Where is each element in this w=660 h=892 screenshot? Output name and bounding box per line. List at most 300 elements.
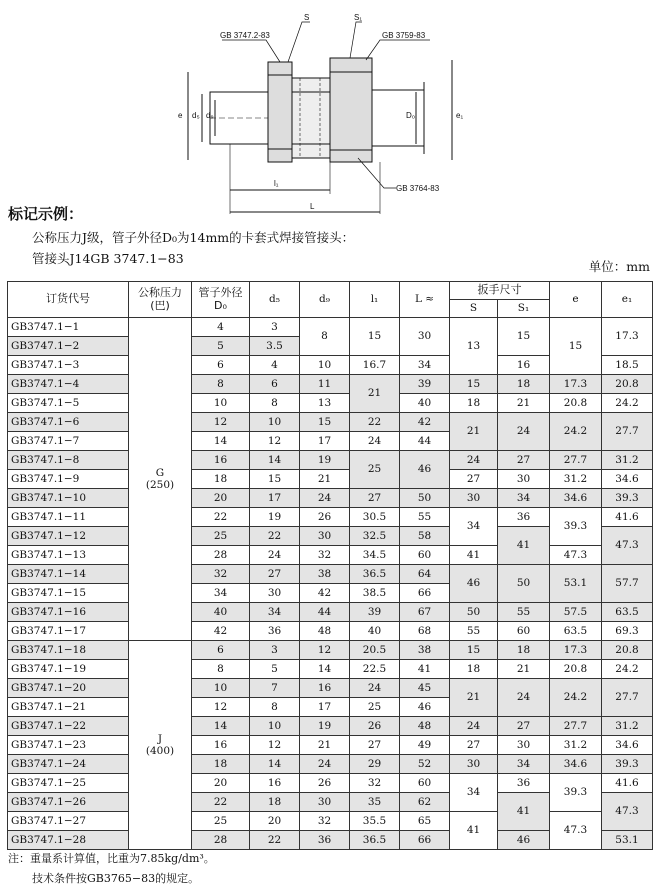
cell-d5: 4 <box>250 356 300 375</box>
cell-e1: 17.3 <box>602 318 653 356</box>
header-pressure: 公称压力 (巴) <box>129 282 192 318</box>
cell-code: GB3747.1−19 <box>8 660 129 679</box>
cell-l: 55 <box>400 508 450 527</box>
cell-d9: 24 <box>300 755 350 774</box>
cell-d0: 12 <box>192 413 250 432</box>
cell-d9: 21 <box>300 736 350 755</box>
cell-s1: 34 <box>498 489 550 508</box>
cell-l: 30 <box>400 318 450 356</box>
cell-pressure-group <box>129 318 192 641</box>
cell-s: 13 <box>450 318 498 375</box>
cell-e: 47.3 <box>550 546 602 565</box>
cell-d5: 14 <box>250 451 300 470</box>
cell-l: 39 <box>400 375 450 394</box>
cell-d5: 8 <box>250 394 300 413</box>
cell-s: 24 <box>450 717 498 736</box>
cell-l1: 35.5 <box>350 812 400 831</box>
cell-e1: 31.2 <box>602 717 653 736</box>
cell-s: 41 <box>450 546 498 565</box>
cell-l: 34 <box>400 356 450 375</box>
cell-l: 45 <box>400 679 450 698</box>
cell-s: 27 <box>450 736 498 755</box>
header-od: 管子外径 D₀ <box>192 282 250 318</box>
label-d9: d₉ <box>206 111 214 120</box>
cell-l: 60 <box>400 546 450 565</box>
table-row <box>8 546 653 565</box>
header-wrench: 扳手尺寸 <box>450 282 550 300</box>
cell-d9: 36 <box>300 831 350 850</box>
cell-d9: 19 <box>300 717 350 736</box>
cell-l1: 22.5 <box>350 660 400 679</box>
cell-code: GB3747.1−25 <box>8 774 129 793</box>
cell-l: 50 <box>400 489 450 508</box>
cell-l1: 16.7 <box>350 356 400 375</box>
cell-d0: 25 <box>192 527 250 546</box>
cell-l1: 27 <box>350 489 400 508</box>
cell-d0: 16 <box>192 451 250 470</box>
cell-l1: 40 <box>350 622 400 641</box>
cell-d9: 13 <box>300 394 350 413</box>
cell-code: GB3747.1−8 <box>8 451 129 470</box>
cell-s: 18 <box>450 660 498 679</box>
cell-s1: 24 <box>498 413 550 451</box>
cell-d9: 26 <box>300 774 350 793</box>
cell-e1: 47.3 <box>602 793 653 831</box>
cell-d9: 17 <box>300 432 350 451</box>
cell-code: GB3747.1−7 <box>8 432 129 451</box>
cell-e1: 41.6 <box>602 508 653 527</box>
cell-s: 34 <box>450 774 498 812</box>
cell-d0: 22 <box>192 793 250 812</box>
cell-l: 40 <box>400 394 450 413</box>
cell-d5: 6 <box>250 375 300 394</box>
table-row <box>8 679 653 698</box>
pressure-value: (250) <box>145 479 175 491</box>
label-s: S <box>304 13 310 22</box>
cell-pressure-group <box>129 641 192 850</box>
cell-d0: 28 <box>192 546 250 565</box>
note-1: 注：重量系计算值，比重为7.85kg/dm³。 <box>8 852 215 865</box>
cell-s1: 21 <box>498 394 550 413</box>
cell-e: 15 <box>550 318 602 375</box>
label-s1: S₁ <box>354 13 363 22</box>
cell-d0: 20 <box>192 774 250 793</box>
cell-l1: 20.5 <box>350 641 400 660</box>
cell-s: 30 <box>450 489 498 508</box>
cell-s1: 18 <box>498 641 550 660</box>
cell-code: GB3747.1−2 <box>8 337 129 356</box>
cell-d5: 10 <box>250 717 300 736</box>
cell-s1: 50 <box>498 565 550 603</box>
cell-l1: 15 <box>350 318 400 356</box>
cell-l: 58 <box>400 527 450 546</box>
cell-s1: 16 <box>498 356 550 375</box>
cell-code: GB3747.1−15 <box>8 584 129 603</box>
cell-d5: 27 <box>250 565 300 584</box>
header-d5: d₅ <box>250 282 300 318</box>
cell-l1: 35 <box>350 793 400 812</box>
cell-code: GB3747.1−16 <box>8 603 129 622</box>
cell-code: GB3747.1−24 <box>8 755 129 774</box>
example-title: 标记示例： <box>8 205 84 223</box>
note-2: 技术条件按GB3765−83的规定。 <box>32 872 200 885</box>
cell-d5: 22 <box>250 527 300 546</box>
cell-s: 15 <box>450 641 498 660</box>
cell-d0: 32 <box>192 565 250 584</box>
cell-l1: 36.5 <box>350 831 400 850</box>
cell-e: 63.5 <box>550 622 602 641</box>
table-row <box>8 736 653 755</box>
cell-e1: 27.7 <box>602 413 653 451</box>
cell-l: 48 <box>400 717 450 736</box>
spec-table <box>7 281 653 850</box>
cell-d5: 8 <box>250 698 300 717</box>
cell-d9: 19 <box>300 451 350 470</box>
cell-d9: 14 <box>300 660 350 679</box>
cell-d9: 11 <box>300 375 350 394</box>
pressure-grade: J <box>157 732 163 745</box>
cell-s1: 46 <box>498 831 550 850</box>
cell-e1: 47.3 <box>602 527 653 565</box>
cell-l1: 32 <box>350 774 400 793</box>
cell-d5: 7 <box>250 679 300 698</box>
cell-s1: 60 <box>498 622 550 641</box>
cell-e1: 57.7 <box>602 565 653 603</box>
cell-l1: 38.5 <box>350 584 400 603</box>
cell-code: GB3747.1−1 <box>8 318 129 337</box>
cell-d0: 20 <box>192 489 250 508</box>
header-code: 订货代号 <box>8 282 129 318</box>
cell-l1: 25 <box>350 698 400 717</box>
header-e: e <box>550 282 602 318</box>
cell-s1: 41 <box>498 793 550 831</box>
cell-l: 67 <box>400 603 450 622</box>
cell-d5: 19 <box>250 508 300 527</box>
header-d9: d₉ <box>300 282 350 318</box>
cell-s: 41 <box>450 812 498 850</box>
label-e1: e₁ <box>456 111 464 120</box>
cell-d0: 25 <box>192 812 250 831</box>
cell-d9: 32 <box>300 812 350 831</box>
cell-s1: 34 <box>498 755 550 774</box>
cell-e1: 53.1 <box>602 831 653 850</box>
cell-d5: 30 <box>250 584 300 603</box>
cell-l1: 27 <box>350 736 400 755</box>
cell-d5: 34 <box>250 603 300 622</box>
cell-d0: 14 <box>192 432 250 451</box>
cell-e1: 41.6 <box>602 774 653 793</box>
cell-e: 47.3 <box>550 812 602 850</box>
cell-s: 15 <box>450 375 498 394</box>
cell-e1: 31.2 <box>602 451 653 470</box>
unit-label: 单位：mm <box>588 259 650 274</box>
cell-e1: 20.8 <box>602 375 653 394</box>
cell-d5: 17 <box>250 489 300 508</box>
left-nut <box>268 62 292 162</box>
cell-l1: 21 <box>350 375 400 413</box>
cell-e1: 24.2 <box>602 660 653 679</box>
cell-d9: 17 <box>300 698 350 717</box>
cell-s1: 27 <box>498 717 550 736</box>
cell-l: 44 <box>400 432 450 451</box>
std-right-label: GB 3759-83 <box>382 31 426 40</box>
cell-s1: 41 <box>498 527 550 565</box>
table-row <box>8 622 653 641</box>
cell-e1: 27.7 <box>602 679 653 717</box>
cell-code: GB3747.1−26 <box>8 793 129 812</box>
header-S1: S₁ <box>498 300 550 318</box>
cell-l: 66 <box>400 831 450 850</box>
cell-l: 66 <box>400 584 450 603</box>
cell-code: GB3747.1−4 <box>8 375 129 394</box>
cell-d0: 12 <box>192 698 250 717</box>
cell-d9: 32 <box>300 546 350 565</box>
table-row <box>8 489 653 508</box>
cell-l1: 22 <box>350 413 400 432</box>
right-nut <box>330 58 372 162</box>
std-bottom-label: GB 3764-83 <box>396 184 440 193</box>
header-l1: l₁ <box>350 282 400 318</box>
cell-d9: 24 <box>300 489 350 508</box>
cell-d5: 3 <box>250 318 300 337</box>
cell-e1: 24.2 <box>602 394 653 413</box>
cell-l: 52 <box>400 755 450 774</box>
cell-d9: 26 <box>300 508 350 527</box>
example-description: 公称压力J级，管子外径D₀为14mm的卡套式焊接管接头： <box>32 230 355 245</box>
cell-d5: 3.5 <box>250 337 300 356</box>
cell-d9: 21 <box>300 470 350 489</box>
cell-s1: 55 <box>498 603 550 622</box>
cell-d9: 12 <box>300 641 350 660</box>
fitting-drawing <box>170 0 470 215</box>
cell-e: 31.2 <box>550 470 602 489</box>
cell-code: GB3747.1−17 <box>8 622 129 641</box>
cell-s1: 21 <box>498 660 550 679</box>
cell-s: 50 <box>450 603 498 622</box>
cell-l: 46 <box>400 451 450 489</box>
cell-d0: 16 <box>192 736 250 755</box>
cell-s1: 18 <box>498 375 550 394</box>
cell-e: 34.6 <box>550 755 602 774</box>
cell-e: 57.5 <box>550 603 602 622</box>
cell-l1: 34.5 <box>350 546 400 565</box>
label-D0: D₀ <box>406 111 416 120</box>
cell-e1: 20.8 <box>602 641 653 660</box>
cell-l: 60 <box>400 774 450 793</box>
cell-code: GB3747.1−12 <box>8 527 129 546</box>
cell-s1: 30 <box>498 470 550 489</box>
cell-l: 62 <box>400 793 450 812</box>
cell-e: 24.2 <box>550 413 602 451</box>
cell-e: 20.8 <box>550 660 602 679</box>
cell-l1: 24 <box>350 679 400 698</box>
cell-d0: 5 <box>192 337 250 356</box>
cell-s1: 27 <box>498 451 550 470</box>
cell-d0: 18 <box>192 755 250 774</box>
cell-e1: 63.5 <box>602 603 653 622</box>
table-row <box>8 508 653 527</box>
cell-d5: 15 <box>250 470 300 489</box>
cell-e: 24.2 <box>550 679 602 717</box>
table-row <box>8 470 653 489</box>
cell-l1: 29 <box>350 755 400 774</box>
cell-d5: 36 <box>250 622 300 641</box>
notes <box>8 849 215 889</box>
cell-e1: 39.3 <box>602 755 653 774</box>
cell-d0: 10 <box>192 679 250 698</box>
cell-code: GB3747.1−27 <box>8 812 129 831</box>
pressure-value: (400) <box>145 745 175 757</box>
table-row <box>8 774 653 793</box>
cell-d5: 22 <box>250 831 300 850</box>
table-row <box>8 451 653 470</box>
cell-d0: 34 <box>192 584 250 603</box>
cell-l: 41 <box>400 660 450 679</box>
cell-d5: 24 <box>250 546 300 565</box>
cell-d5: 16 <box>250 774 300 793</box>
label-l1: l₁ <box>274 179 279 188</box>
cell-code: GB3747.1−21 <box>8 698 129 717</box>
cell-s: 18 <box>450 394 498 413</box>
cell-l: 65 <box>400 812 450 831</box>
cell-e: 39.3 <box>550 508 602 546</box>
table-row <box>8 717 653 736</box>
cell-s: 46 <box>450 565 498 603</box>
table-row <box>8 812 653 831</box>
cell-l: 68 <box>400 622 450 641</box>
std-left-label: GB 3747.2-83 <box>220 31 270 40</box>
cell-code: GB3747.1−11 <box>8 508 129 527</box>
cell-l1: 24 <box>350 432 400 451</box>
table-row <box>8 565 653 584</box>
cell-code: GB3747.1−20 <box>8 679 129 698</box>
cell-l1: 26 <box>350 717 400 736</box>
cell-d0: 6 <box>192 356 250 375</box>
cell-e: 17.3 <box>550 375 602 394</box>
cell-l1: 39 <box>350 603 400 622</box>
cell-d5: 14 <box>250 755 300 774</box>
header-S: S <box>450 300 498 318</box>
cell-d9: 30 <box>300 793 350 812</box>
cell-e: 20.8 <box>550 394 602 413</box>
cell-d9: 15 <box>300 413 350 432</box>
cell-d0: 18 <box>192 470 250 489</box>
cell-code: GB3747.1−18 <box>8 641 129 660</box>
cell-l: 49 <box>400 736 450 755</box>
cell-e1: 39.3 <box>602 489 653 508</box>
cell-d0: 8 <box>192 375 250 394</box>
cell-code: GB3747.1−6 <box>8 413 129 432</box>
cell-d0: 6 <box>192 641 250 660</box>
cell-code: GB3747.1−5 <box>8 394 129 413</box>
cell-d5: 12 <box>250 432 300 451</box>
cell-d0: 22 <box>192 508 250 527</box>
table-row <box>8 394 653 413</box>
cell-d0: 40 <box>192 603 250 622</box>
cell-d5: 18 <box>250 793 300 812</box>
cell-s: 27 <box>450 470 498 489</box>
table-row <box>8 755 653 774</box>
cell-s: 21 <box>450 679 498 717</box>
cell-e: 31.2 <box>550 736 602 755</box>
cell-e: 34.6 <box>550 489 602 508</box>
cell-code: GB3747.1−28 <box>8 831 129 850</box>
cell-d5: 10 <box>250 413 300 432</box>
cell-e: 27.7 <box>550 451 602 470</box>
cell-s1: 36 <box>498 508 550 527</box>
label-d5: d₅ <box>192 111 200 120</box>
cell-code: GB3747.1−14 <box>8 565 129 584</box>
cell-e1: 34.6 <box>602 470 653 489</box>
cell-d5: 5 <box>250 660 300 679</box>
header-L: L ≈ <box>400 282 450 318</box>
cell-l: 42 <box>400 413 450 432</box>
cell-d9: 16 <box>300 679 350 698</box>
cell-d0: 28 <box>192 831 250 850</box>
cell-l: 46 <box>400 698 450 717</box>
cell-d9: 10 <box>300 356 350 375</box>
cell-e1: 34.6 <box>602 736 653 755</box>
label-L: L <box>310 202 315 211</box>
cell-d9: 44 <box>300 603 350 622</box>
cell-s1: 24 <box>498 679 550 717</box>
cell-code: GB3747.1−23 <box>8 736 129 755</box>
cell-e: 17.3 <box>550 641 602 660</box>
cell-d9: 30 <box>300 527 350 546</box>
cell-d0: 14 <box>192 717 250 736</box>
cell-d5: 20 <box>250 812 300 831</box>
cell-code: GB3747.1−9 <box>8 470 129 489</box>
cell-d5: 3 <box>250 641 300 660</box>
cell-s1: 30 <box>498 736 550 755</box>
cell-s1: 15 <box>498 318 550 356</box>
cell-l1: 25 <box>350 451 400 489</box>
cell-d9: 8 <box>300 318 350 356</box>
cell-l1: 36.5 <box>350 565 400 584</box>
cell-d0: 42 <box>192 622 250 641</box>
cell-d9: 42 <box>300 584 350 603</box>
cell-d0: 10 <box>192 394 250 413</box>
cell-e: 39.3 <box>550 774 602 812</box>
cell-s: 34 <box>450 508 498 546</box>
cell-code: GB3747.1−22 <box>8 717 129 736</box>
cell-e1: 18.5 <box>602 356 653 375</box>
cell-code: GB3747.1−13 <box>8 546 129 565</box>
cell-d5: 12 <box>250 736 300 755</box>
cell-l1: 32.5 <box>350 527 400 546</box>
cell-d9: 38 <box>300 565 350 584</box>
cell-s1: 36 <box>498 774 550 793</box>
table-row <box>8 413 653 432</box>
table-row <box>8 318 653 337</box>
table-row <box>8 660 653 679</box>
cell-s: 24 <box>450 451 498 470</box>
label-e: e <box>178 111 183 120</box>
cell-l: 38 <box>400 641 450 660</box>
table-row <box>8 375 653 394</box>
cell-s: 55 <box>450 622 498 641</box>
table-row <box>8 641 653 660</box>
cell-l: 64 <box>400 565 450 584</box>
cell-s: 21 <box>450 413 498 451</box>
header-e1: e₁ <box>602 282 653 318</box>
example-code: 管接头J14GB 3747.1−83 <box>32 251 184 266</box>
cell-s: 30 <box>450 755 498 774</box>
table-row <box>8 603 653 622</box>
cell-d0: 8 <box>192 660 250 679</box>
cell-e1: 69.3 <box>602 622 653 641</box>
cell-code: GB3747.1−10 <box>8 489 129 508</box>
